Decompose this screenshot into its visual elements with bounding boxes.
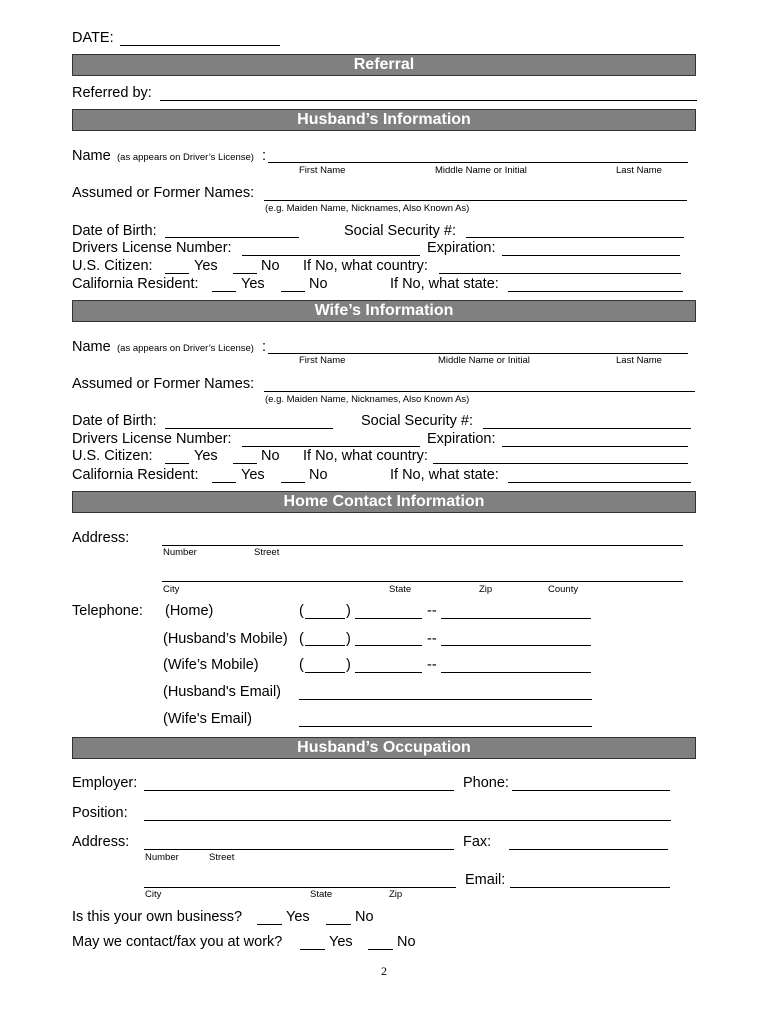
husband-expiration-field[interactable] (502, 255, 680, 256)
date-field[interactable] (120, 45, 280, 46)
wife-expiration-field[interactable] (502, 446, 688, 447)
husband-ca-label: California Resident: (72, 276, 199, 292)
wife-ca-yes-blank[interactable] (212, 482, 236, 483)
date-label: DATE: (72, 30, 114, 46)
husband-country-label: If No, what country: (303, 258, 428, 274)
wife-name-field[interactable] (268, 353, 688, 354)
husband-occupation-header: Husband’s Occupation (72, 737, 696, 759)
telephone-label: Telephone: (72, 603, 143, 619)
wife-mobile-line-field[interactable] (441, 672, 591, 673)
home-phone-dash: -- (427, 603, 437, 619)
husband-dob-field[interactable] (165, 237, 299, 238)
wife-email-field[interactable] (299, 726, 592, 727)
husband-email-label: (Husband's Email) (163, 684, 282, 700)
husband-mobile-dash: -- (427, 631, 437, 647)
wife-citizen-no: No (261, 448, 280, 464)
own-business-question: Is this your own business? (72, 909, 243, 925)
husband-name-field[interactable] (268, 162, 688, 163)
wife-ca-yes: Yes (241, 467, 265, 483)
fax-label: Fax: (463, 834, 492, 850)
wife-state-field[interactable] (508, 482, 691, 483)
husband-assumed-hint: (e.g. Maiden Name, Nicknames, Also Known As) (265, 203, 470, 214)
own-business-no-blank[interactable] (326, 924, 351, 925)
employer-label: Employer: (72, 775, 138, 791)
work-state-caption: State (310, 889, 333, 900)
wife-citizen-no-blank[interactable] (233, 463, 257, 464)
husband-assumed-field[interactable] (264, 200, 687, 201)
wife-mobile-area-field[interactable] (305, 672, 345, 673)
wife-name-label: Name (72, 339, 111, 355)
husband-info-header: Husband’s Information (72, 109, 696, 131)
contact-work-no-blank[interactable] (368, 949, 393, 950)
wife-name-note: (as appears on Driver’s License) (117, 343, 254, 354)
husband-last-name-caption: Last Name (616, 165, 662, 176)
husband-state-label: If No, what state: (390, 276, 499, 292)
work-zip-caption: Zip (389, 889, 403, 900)
husband-citizen-label: U.S. Citizen: (72, 258, 153, 274)
wife-dl-field[interactable] (242, 446, 420, 447)
fax-field[interactable] (509, 849, 668, 850)
husband-mobile-line-field[interactable] (441, 645, 591, 646)
husband-dl-label: Drivers License Number: (72, 240, 232, 256)
home-phone-area-field[interactable] (305, 618, 345, 619)
home-street-field[interactable] (162, 545, 683, 546)
home-phone-paren-open: ( (299, 603, 304, 619)
wife-citizen-label: U.S. Citizen: (72, 448, 153, 464)
husband-citizen-no-blank[interactable] (233, 273, 257, 274)
wife-mobile-label: (Wife’s Mobile) (163, 657, 259, 673)
work-email-field[interactable] (510, 887, 670, 888)
wife-ca-no: No (309, 467, 328, 483)
home-address-label: Address: (72, 530, 130, 546)
referred-by-field[interactable] (160, 100, 697, 101)
home-phone-paren-close: ) (346, 603, 351, 619)
husband-citizen-no: No (261, 258, 280, 274)
wife-last-name-caption: Last Name (616, 355, 662, 366)
wife-state-label: If No, what state: (390, 467, 499, 483)
wife-assumed-label: Assumed or Former Names: (72, 376, 255, 392)
home-contact-header: Home Contact Information (72, 491, 696, 513)
work-phone-label: Phone: (463, 775, 509, 791)
husband-middle-name-caption: Middle Name or Initial (435, 165, 527, 176)
husband-name-note: (as appears on Driver’s License) (117, 152, 254, 163)
wife-mobile-paren-close: ) (346, 657, 351, 673)
home-phone-prefix-field[interactable] (355, 618, 422, 619)
work-city-caption: City (145, 889, 162, 900)
home-number-caption: Number (163, 547, 197, 558)
husband-ssn-label: Social Security #: (344, 223, 457, 239)
work-number-caption: Number (145, 852, 179, 863)
work-street-field[interactable] (144, 849, 454, 850)
page-number: 2 (381, 964, 387, 978)
wife-mobile-dash: -- (427, 657, 437, 673)
wife-name-colon: : (262, 339, 267, 355)
contact-work-yes: Yes (329, 934, 353, 950)
home-county-caption: County (548, 584, 579, 595)
home-street-caption: Street (254, 547, 280, 558)
wife-info-header: Wife’s Information (72, 300, 696, 322)
work-phone-field[interactable] (512, 790, 670, 791)
employer-field[interactable] (144, 790, 454, 791)
referral-header: Referral (72, 54, 696, 76)
work-street-caption: Street (209, 852, 235, 863)
contact-work-no: No (397, 934, 416, 950)
husband-mobile-paren-close: ) (346, 631, 351, 647)
work-email-label: Email: (465, 872, 506, 888)
wife-dob-label: Date of Birth: (72, 413, 157, 429)
home-city-caption: City (163, 584, 180, 595)
home-phone-label: (Home) (165, 603, 214, 619)
work-address-label: Address: (72, 834, 130, 850)
husband-mobile-label: (Husband’s Mobile) (163, 631, 288, 647)
wife-expiration-label: Expiration: (427, 431, 496, 447)
contact-work-question: May we contact/fax you at work? (72, 934, 283, 950)
husband-name-colon: : (262, 148, 267, 164)
husband-name-label: Name (72, 148, 111, 164)
wife-first-name-caption: First Name (299, 355, 346, 366)
wife-country-label: If No, what country: (303, 448, 428, 464)
referred-by-label: Referred by: (72, 85, 152, 101)
wife-citizen-yes: Yes (194, 448, 218, 464)
wife-assumed-hint: (e.g. Maiden Name, Nicknames, Also Known As) (265, 394, 470, 405)
wife-assumed-field[interactable] (264, 391, 695, 392)
husband-citizen-yes-blank[interactable] (165, 273, 189, 274)
wife-email-label: (Wife's Email) (163, 711, 252, 727)
own-business-no: No (355, 909, 374, 925)
wife-middle-name-caption: Middle Name or Initial (438, 355, 530, 366)
position-label: Position: (72, 805, 128, 821)
own-business-yes-blank[interactable] (257, 924, 282, 925)
wife-dob-field[interactable] (165, 428, 333, 429)
husband-mobile-area-field[interactable] (305, 645, 345, 646)
wife-dl-label: Drivers License Number: (72, 431, 232, 447)
wife-ca-no-blank[interactable] (281, 482, 305, 483)
husband-citizen-yes: Yes (194, 258, 218, 274)
husband-dob-label: Date of Birth: (72, 223, 157, 239)
wife-country-field[interactable] (433, 463, 688, 464)
husband-expiration-label: Expiration: (427, 240, 496, 256)
home-zip-caption: Zip (479, 584, 493, 595)
home-city-field[interactable] (162, 581, 683, 582)
wife-ssn-label: Social Security #: (361, 413, 474, 429)
husband-assumed-label: Assumed or Former Names: (72, 185, 255, 201)
own-business-yes: Yes (286, 909, 310, 925)
husband-email-field[interactable] (299, 699, 592, 700)
husband-mobile-paren-open: ( (299, 631, 304, 647)
position-field[interactable] (144, 820, 671, 821)
home-state-caption: State (389, 584, 412, 595)
husband-country-field[interactable] (439, 273, 681, 274)
contact-work-yes-blank[interactable] (300, 949, 325, 950)
home-phone-line-field[interactable] (441, 618, 591, 619)
husband-ca-no: No (309, 276, 328, 292)
husband-ssn-field[interactable] (466, 237, 684, 238)
wife-ca-label: California Resident: (72, 467, 199, 483)
work-city-field[interactable] (144, 887, 456, 888)
husband-mobile-prefix-field[interactable] (355, 645, 422, 646)
husband-first-name-caption: First Name (299, 165, 346, 176)
wife-mobile-prefix-field[interactable] (355, 672, 422, 673)
wife-citizen-yes-blank[interactable] (165, 463, 189, 464)
husband-ca-no-blank[interactable] (281, 291, 305, 292)
husband-ca-yes-blank[interactable] (212, 291, 236, 292)
husband-state-field[interactable] (508, 291, 683, 292)
wife-ssn-field[interactable] (483, 428, 691, 429)
husband-ca-yes: Yes (241, 276, 265, 292)
wife-mobile-paren-open: ( (299, 657, 304, 673)
husband-dl-field[interactable] (242, 255, 420, 256)
